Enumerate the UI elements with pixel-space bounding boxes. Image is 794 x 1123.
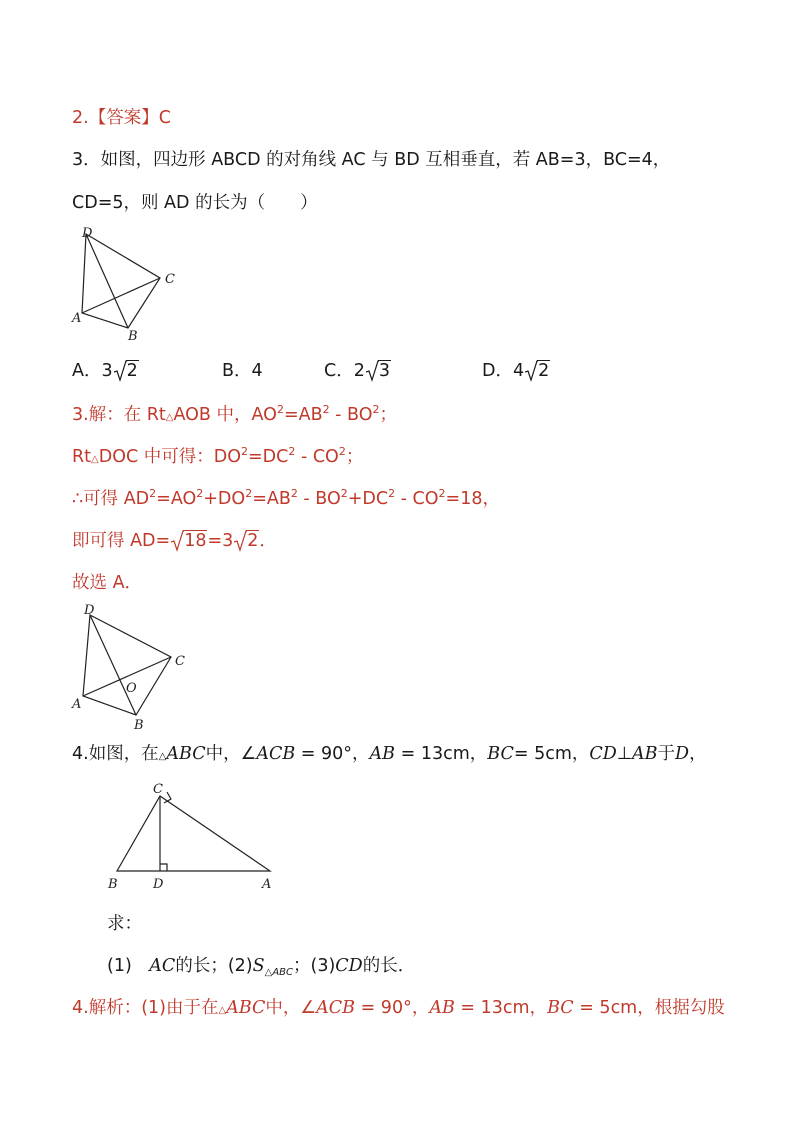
q4-fig-label-c: C	[153, 782, 163, 797]
q2-answer: 2.【答案】C	[72, 108, 171, 128]
q3-solution-line4: 即可得 AD= 18=3 2．	[72, 531, 277, 551]
q3-option-d: D．4 2	[482, 361, 550, 381]
q3-option-a: A．3 2	[72, 361, 138, 381]
q3-option-b: B．4	[222, 361, 263, 381]
q3-quadrilateral-figure	[70, 225, 190, 345]
q4-triangle-figure	[100, 776, 285, 896]
q3-fig-label-c: C	[165, 272, 175, 287]
q3-fig-label-b: B	[128, 329, 138, 344]
q4-subquestions: (1) AC的长；$(2)S_{\triangle ABC}$；(3)CD的长．	[107, 956, 416, 978]
q4-fig-label-b: B	[108, 877, 118, 892]
q4-stem: 4.如图，在△ABC中，∠ACB = 90°，AB = 13cm，BC= 5cm，CD⊥AB于D，	[72, 744, 707, 764]
q3-sol-fig-label-o: O	[126, 681, 137, 696]
q3-fig-label-d: D	[82, 226, 93, 241]
q4-fig-label-d: D	[153, 877, 164, 892]
q3-fig-label-a: A	[72, 311, 82, 326]
q3-stem-line2: CD=5，则 AD 的长为（ ）	[72, 193, 318, 213]
q4-fig-label-a: A	[262, 877, 272, 892]
q3-sol-fig-label-a: A	[72, 697, 82, 712]
q3-solution-figure	[70, 600, 200, 735]
q3-option-c: C．2 3	[324, 361, 390, 381]
q4-solution-line1: 4.解析：(1)由于在△ABC中，∠ACB = 90°，AB = 13cm，BC = 5cm，根据勾股	[72, 998, 725, 1018]
q4-ask: 求：	[107, 914, 142, 934]
q3-sol-fig-label-c: C	[175, 654, 185, 669]
q3-sol-fig-label-d: D	[84, 603, 95, 618]
q3-sol-fig-label-b: B	[134, 718, 144, 733]
q3-solution-line2: Rt△DOC 中可得：$DO^2=DC^2 - CO^2$；	[72, 445, 364, 467]
q3-solution-line3: ∴可得 $AD^2=AO^2+DO^2=AB^2 - BO^2+DC^2 - CO^2=18$，	[72, 487, 500, 509]
q3-solution-line5: 故选 A．	[72, 573, 143, 593]
q3-stem-line1: 3．如图，四边形 ABCD 的对角线 AC 与 BD 互相垂直，若 AB=3，BC=4，	[72, 150, 671, 170]
q3-solution-line1: 3.解：在 Rt△AOB 中，$AO^2=AB^2 - BO^2$；	[72, 403, 397, 425]
